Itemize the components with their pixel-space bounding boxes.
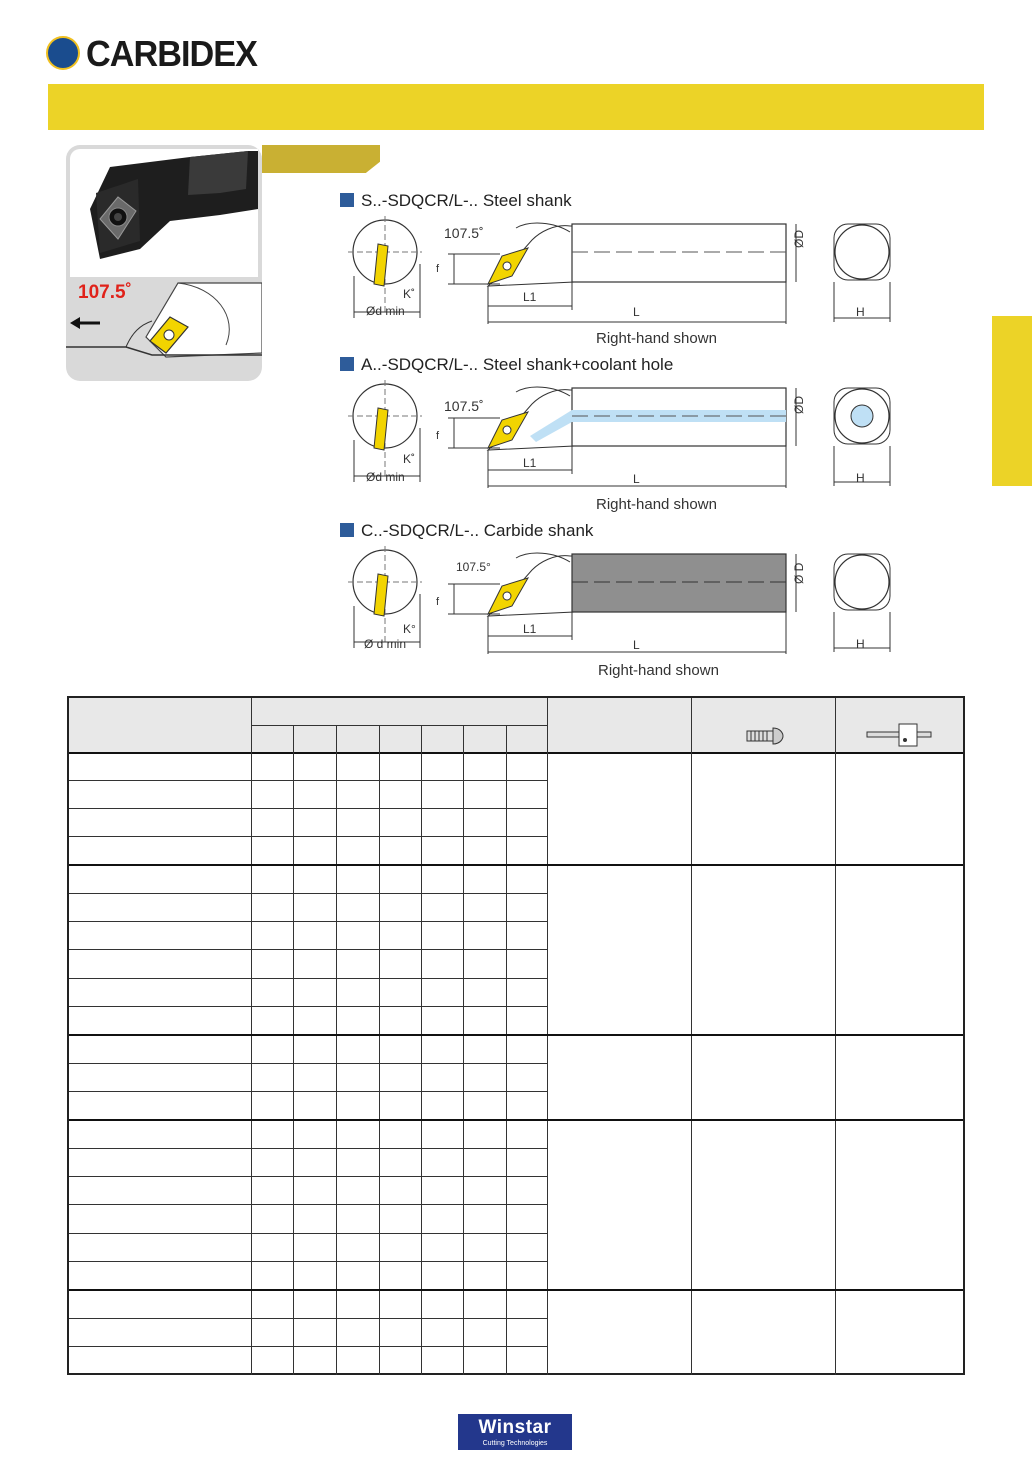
dim-l-label: L <box>633 638 640 652</box>
dim-l1-label: L1 <box>523 456 537 470</box>
diagram-coolant-hole <box>340 378 900 510</box>
dim-d-label: Ø D <box>792 562 806 584</box>
brand-emblem-icon <box>46 36 80 70</box>
section-square-icon <box>340 193 354 207</box>
dim-h-label: H <box>856 305 865 319</box>
k-angle-label: K° <box>403 622 416 636</box>
d-min-label: Ø d min <box>364 637 407 651</box>
section-title-steel-shank: S..-SDQCR/L-.. Steel shank <box>340 191 572 211</box>
section-title-coolant-hole: A..-SDQCR/L-.. Steel shank+coolant hole <box>340 355 673 375</box>
side-section-tab <box>992 316 1032 486</box>
dim-f-label: f <box>436 596 440 608</box>
photo-angle-label: 107.5˚ <box>78 282 132 303</box>
right-hand-caption: Right-hand shown <box>598 662 719 679</box>
angle-label: 107.5˚ <box>444 225 484 241</box>
dim-d-label: ØD <box>792 396 806 414</box>
k-angle-label: K˚ <box>403 287 415 301</box>
footer-tagline: Cutting Technologies <box>482 1440 548 1447</box>
section-square-icon <box>340 357 354 371</box>
section-square-icon <box>340 523 354 537</box>
title-banner <box>48 84 984 130</box>
angle-label: 107.5° <box>456 560 491 574</box>
brand-logo <box>46 33 258 74</box>
dim-l-label: L <box>633 305 640 319</box>
right-hand-caption: Right-hand shown <box>596 496 717 513</box>
wrench-key-icon <box>865 722 935 748</box>
dim-l-label: L <box>633 472 640 486</box>
k-angle-label: K˚ <box>403 452 415 466</box>
footer-brand-name: Winstar <box>478 1417 552 1438</box>
dim-f-label: f <box>436 263 440 275</box>
d-min-label: Ød min <box>366 470 405 484</box>
dim-h-label: H <box>856 637 865 651</box>
dim-l1-label: L1 <box>523 290 537 304</box>
brand-name: CARBIDEX <box>86 33 258 74</box>
product-photo-card <box>66 145 262 381</box>
footer-brand <box>458 1414 572 1450</box>
right-hand-caption: Right-hand shown <box>596 330 717 347</box>
angle-label: 107.5˚ <box>444 398 484 414</box>
dim-f-label: f <box>436 430 440 442</box>
product-photo <box>70 149 258 277</box>
photo-label-tab <box>262 145 380 173</box>
d-min-label: Ød min <box>366 304 405 318</box>
spec-table <box>67 696 965 1375</box>
diagram-carbide-shank <box>340 544 900 676</box>
section-title-carbide-shank: C..-SDQCR/L-.. Carbide shank <box>340 521 593 541</box>
dim-d-label: ØD <box>792 230 806 248</box>
dim-h-label: H <box>856 471 865 485</box>
dim-l1-label: L1 <box>523 622 537 636</box>
screw-icon <box>745 726 785 746</box>
diagram-steel-shank <box>340 214 900 346</box>
